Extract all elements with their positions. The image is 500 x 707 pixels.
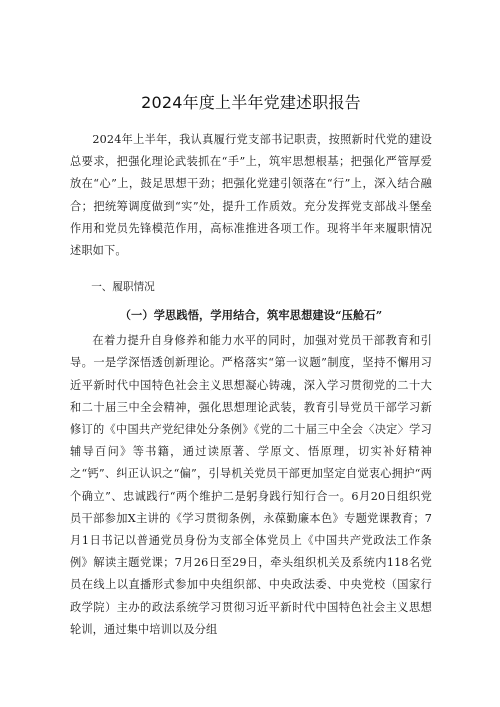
- intro-paragraph: 2024年上半年，我认真履行党支部书记职责，按照新时代党的建设总要求，把强化理论武装抓在“手”上，筑牢思想根基；把强化严管厚爱放在“心”上，鼓足思想干劲；把强化党建引领落在“行”上，深入结合融合；把统筹调度做到“实”处，提升工作质效。充分发挥党支部战斗堡垒作用和党员先锋模范作用，高标准推进各项工作。现将半年来履职情况述职如下。: [70, 133, 432, 258]
- section-heading: 一、履职情况: [91, 281, 155, 294]
- body-paragraph: 在着力提升自身修养和能力水平的同时，加强对党员干部教育和引导。一是学深悟透创新理论。严格落实“第一议题”制度，坚持不懈用习近平新时代中国特色社会主义思想凝心铸魂，深入学习贯彻党的二十大和二十届三中全会精神，强化思想理论武装，教育引导党员干部学习新修订的《中国共产党纪律处分条例》《党的二十届三中全会〈决定〉学习辅导百问》等书籍，通过读原著、学原文、悟原理，切实补好精神之“钙”、纠正认识之“偏”，引导机关党员干部更加坚定自觉衷心拥护“两个确立”、忠诚践行“两个维护二是躬身践行知行合一。6月20日组织党员干部参加X主讲的《学习贯彻条例，永葆勤廉本色》专题党课教育；7月1日书记以普通党员身份为支部全体党员上《中国共产党政法工作条例》解读主题党课；7月26日至29日，牵头组织机关及系统内118名党员在线上以直播形式参加中央组织部、中央政法委、中央党校（国家行政学院）主办的政法系统学习贯彻习近平新时代中国特色社会主义思想轮训，通过集中培训以及分组: [70, 334, 432, 636]
- sub-heading: （一）学思践悟，学用结合，筑牢思想建设“压舱石”: [119, 308, 383, 323]
- document-title: 2024年度上半年党建述职报告: [141, 93, 361, 112]
